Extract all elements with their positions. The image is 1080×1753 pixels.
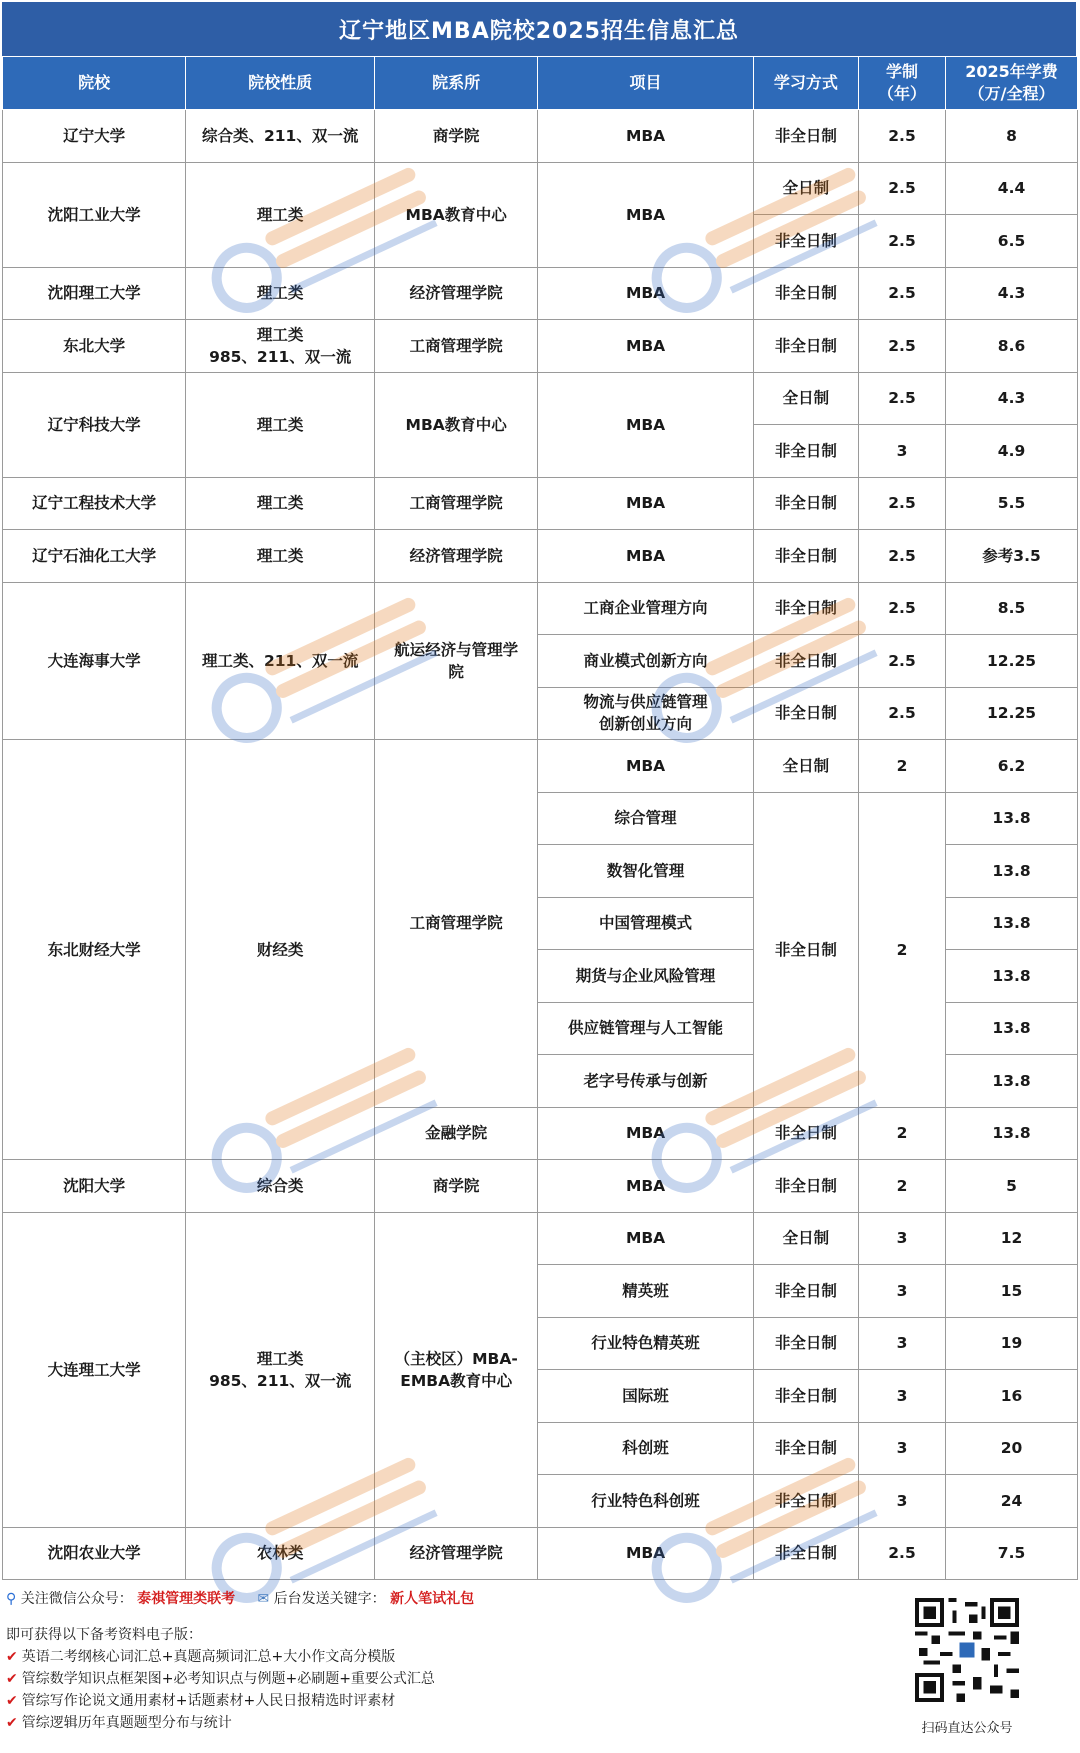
cell-years: 2.5 [858, 320, 945, 373]
cell-years: 3 [858, 1422, 945, 1475]
cell-mode: 非全日制 [753, 792, 858, 1107]
cell-fee: 13.8 [946, 845, 1078, 898]
cell-fee: 8.5 [946, 582, 1078, 635]
cell-fee: 4.9 [946, 425, 1078, 478]
cell-dept: 商学院 [375, 110, 538, 163]
cell-years: 2.5 [858, 477, 945, 530]
cell-school: 东北财经大学 [3, 740, 186, 1160]
table-row [3, 267, 1078, 320]
cell-fee: 19 [946, 1317, 1078, 1370]
cell-program: 物流与供应链管理 创新创业方向 [538, 687, 754, 740]
table-row [3, 477, 1078, 530]
cell-years: 2.5 [858, 1527, 945, 1580]
cell-mode: 全日制 [753, 372, 858, 425]
cell-fee: 13.8 [946, 1002, 1078, 1055]
follow-label: 关注微信公众号： [20, 1591, 133, 1607]
table-row [3, 582, 1078, 635]
cell-program: 行业特色精英班 [538, 1317, 754, 1370]
table-row [3, 740, 1078, 793]
cell-mode: 非全日制 [753, 1527, 858, 1580]
cell-years: 2.5 [858, 162, 945, 215]
cell-dept: MBA教育中心 [375, 372, 538, 477]
cell-program: MBA [538, 530, 754, 583]
cell-dept: 经济管理学院 [375, 530, 538, 583]
cell-fee: 8.6 [946, 320, 1078, 373]
page-title: 辽宁地区MBA院校2025招生信息汇总 [2, 2, 1076, 56]
cell-school: 沈阳农业大学 [3, 1527, 186, 1580]
cell-mode: 非全日制 [753, 320, 858, 373]
cell-program: MBA [538, 1160, 754, 1213]
cell-program: 精英班 [538, 1265, 754, 1318]
cell-program: 期货与企业风险管理 [538, 950, 754, 1003]
cell-program: MBA [538, 110, 754, 163]
table-row [3, 1160, 1078, 1213]
cell-program: MBA [538, 1527, 754, 1580]
cell-school: 沈阳理工大学 [3, 267, 186, 320]
cell-school: 大连海事大学 [3, 582, 186, 740]
header-program: 项目 [538, 57, 754, 110]
cell-program: 综合管理 [538, 792, 754, 845]
qr-caption: 扫码直达公众号 [921, 1721, 1013, 1736]
checkmark-icon: ✔ [6, 1649, 18, 1665]
cell-mode: 全日制 [753, 1212, 858, 1265]
cell-program: 科创班 [538, 1422, 754, 1475]
cell-mode: 非全日制 [753, 267, 858, 320]
cell-mode: 非全日制 [753, 635, 858, 688]
cell-mode: 非全日制 [753, 1422, 858, 1475]
cell-mode: 非全日制 [753, 1107, 858, 1160]
cell-mode: 非全日制 [753, 1370, 858, 1423]
list-item: ✔ 管综写作论说文通用素材+话题素材+人民日报精选时评素材 [6, 1693, 396, 1709]
cell-school: 东北大学 [3, 320, 186, 373]
cell-fee: 6.5 [946, 215, 1078, 268]
cell-mode: 非全日制 [753, 1317, 858, 1370]
cell-fee: 4.3 [946, 267, 1078, 320]
cell-school: 辽宁石油化工大学 [3, 530, 186, 583]
wechat-account: 泰祺管理类联考 [137, 1591, 236, 1607]
cell-nature: 综合类 [186, 1160, 375, 1213]
cell-nature: 理工类、211、双一流 [186, 582, 375, 740]
cell-dept: 金融学院 [375, 1107, 538, 1160]
cell-program: MBA [538, 162, 754, 267]
table-row [3, 1212, 1078, 1265]
cell-fee: 13.8 [946, 897, 1078, 950]
header-fee: 2025年学费 （万/全程） [946, 57, 1078, 110]
cell-years: 2.5 [858, 215, 945, 268]
cell-program: 工商企业管理方向 [538, 582, 754, 635]
cell-nature: 理工类 [186, 530, 375, 583]
cell-mode: 非全日制 [753, 425, 858, 478]
cell-dept: 工商管理学院 [375, 320, 538, 373]
header-nature: 院校性质 [186, 57, 375, 110]
table-row [3, 372, 1078, 425]
cell-nature: 综合类、211、双一流 [186, 110, 375, 163]
cell-years: 2.5 [858, 267, 945, 320]
header-mode: 学习方式 [753, 57, 858, 110]
cell-dept: 经济管理学院 [375, 1527, 538, 1580]
cell-dept: 航运经济与管理学 院 [375, 582, 538, 740]
cell-fee: 4.3 [946, 372, 1078, 425]
table-row [3, 1527, 1078, 1580]
send-label: 后台发送关键字： [273, 1591, 386, 1607]
header-school: 院校 [3, 57, 186, 110]
cell-school: 沈阳大学 [3, 1160, 186, 1213]
list-item: ✔ 管综数学知识点框架图+必考知识点与例题+必刷题+重要公式汇总 [6, 1671, 435, 1687]
cell-program: MBA [538, 740, 754, 793]
cell-program: 行业特色科创班 [538, 1475, 754, 1528]
cell-program: MBA [538, 1212, 754, 1265]
cell-mode: 非全日制 [753, 215, 858, 268]
cell-program: 中国管理模式 [538, 897, 754, 950]
cell-program: 数智化管理 [538, 845, 754, 898]
cell-years: 2.5 [858, 372, 945, 425]
cell-fee: 7.5 [946, 1527, 1078, 1580]
promo-footer [6, 1588, 886, 1734]
cell-years: 2 [858, 1107, 945, 1160]
cell-program: 供应链管理与人工智能 [538, 1002, 754, 1055]
cell-nature: 理工类 [186, 162, 375, 267]
cell-fee: 8 [946, 110, 1078, 163]
cell-years: 3 [858, 1475, 945, 1528]
table-row [3, 162, 1078, 215]
cell-school: 辽宁大学 [3, 110, 186, 163]
cell-fee: 5 [946, 1160, 1078, 1213]
cell-program: MBA [538, 320, 754, 373]
admissions-table [2, 56, 1078, 1580]
cell-nature: 理工类 [186, 267, 375, 320]
cell-school: 大连理工大学 [3, 1212, 186, 1527]
cell-program: 老字号传承与创新 [538, 1055, 754, 1108]
cell-years: 2 [858, 792, 945, 1107]
qr-code[interactable] [915, 1598, 1019, 1702]
cell-mode: 非全日制 [753, 530, 858, 583]
cell-dept: 经济管理学院 [375, 267, 538, 320]
cell-school: 辽宁科技大学 [3, 372, 186, 477]
cell-program: 国际班 [538, 1370, 754, 1423]
cell-dept: 商学院 [375, 1160, 538, 1213]
cell-fee: 15 [946, 1265, 1078, 1318]
cell-years: 3 [858, 425, 945, 478]
cell-school: 辽宁工程技术大学 [3, 477, 186, 530]
cell-program: MBA [538, 267, 754, 320]
pin-icon: ⚲ [6, 1591, 17, 1607]
cell-fee: 13.8 [946, 792, 1078, 845]
cell-school: 沈阳工业大学 [3, 162, 186, 267]
cell-nature: 农林类 [186, 1527, 375, 1580]
list-item: ✔ 英语二考纲核心词汇总+真题高频词汇总+大小作文高分模版 [6, 1649, 396, 1665]
cell-nature: 理工类 985、211、双一流 [186, 320, 375, 373]
cell-years: 3 [858, 1370, 945, 1423]
cell-program: 商业模式创新方向 [538, 635, 754, 688]
cell-years: 3 [858, 1317, 945, 1370]
table-row [3, 320, 1078, 373]
cell-mode: 非全日制 [753, 687, 858, 740]
cell-program: MBA [538, 1107, 754, 1160]
table-row [3, 530, 1078, 583]
cell-years: 3 [858, 1212, 945, 1265]
cell-fee: 13.8 [946, 1107, 1078, 1160]
cell-dept: 工商管理学院 [375, 477, 538, 530]
checkmark-icon: ✔ [6, 1671, 18, 1687]
mail-icon: ✉ [257, 1591, 270, 1607]
cell-fee: 24 [946, 1475, 1078, 1528]
cell-fee: 6.2 [946, 740, 1078, 793]
cell-years: 2.5 [858, 582, 945, 635]
cell-mode: 非全日制 [753, 110, 858, 163]
cell-mode: 非全日制 [753, 582, 858, 635]
cell-fee: 13.8 [946, 950, 1078, 1003]
cell-program: MBA [538, 372, 754, 477]
header-years: 学制 （年） [858, 57, 945, 110]
cell-fee: 参考3.5 [946, 530, 1078, 583]
cell-mode: 非全日制 [753, 1265, 858, 1318]
cell-nature: 理工类 [186, 372, 375, 477]
cell-nature: 理工类 [186, 477, 375, 530]
cell-fee: 5.5 [946, 477, 1078, 530]
cell-fee: 12 [946, 1212, 1078, 1265]
checkmark-icon: ✔ [6, 1715, 18, 1731]
cell-years: 2.5 [858, 687, 945, 740]
cell-fee: 20 [946, 1422, 1078, 1475]
cell-nature: 财经类 [186, 740, 375, 1160]
cell-years: 2.5 [858, 530, 945, 583]
cell-fee: 12.25 [946, 687, 1078, 740]
header-dept: 院系所 [375, 57, 538, 110]
cell-mode: 全日制 [753, 162, 858, 215]
cell-years: 2 [858, 740, 945, 793]
cell-program: MBA [538, 477, 754, 530]
cell-mode: 全日制 [753, 740, 858, 793]
list-item: ✔ 管综逻辑历年真题题型分布与统计 [6, 1715, 232, 1731]
cell-mode: 非全日制 [753, 1475, 858, 1528]
cell-years: 2.5 [858, 110, 945, 163]
cell-years: 2.5 [858, 635, 945, 688]
checkmark-icon: ✔ [6, 1693, 18, 1709]
cell-dept: MBA教育中心 [375, 162, 538, 267]
cell-fee: 16 [946, 1370, 1078, 1423]
cell-fee: 12.25 [946, 635, 1078, 688]
cell-fee: 13.8 [946, 1055, 1078, 1108]
cell-nature: 理工类 985、211、双一流 [186, 1212, 375, 1527]
cell-dept: （主校区）MBA- EMBA教育中心 [375, 1212, 538, 1527]
cell-mode: 非全日制 [753, 477, 858, 530]
cell-years: 3 [858, 1265, 945, 1318]
table-row [3, 110, 1078, 163]
keyword: 新人笔试礼包 [390, 1591, 475, 1607]
cell-years: 2 [858, 1160, 945, 1213]
cell-fee: 4.4 [946, 162, 1078, 215]
intro-line: 即可获得以下备考资料电子版： [6, 1627, 202, 1643]
cell-dept: 工商管理学院 [375, 740, 538, 1108]
cell-mode: 非全日制 [753, 1160, 858, 1213]
follow-line [6, 1588, 886, 1610]
table-header-row [3, 57, 1078, 110]
